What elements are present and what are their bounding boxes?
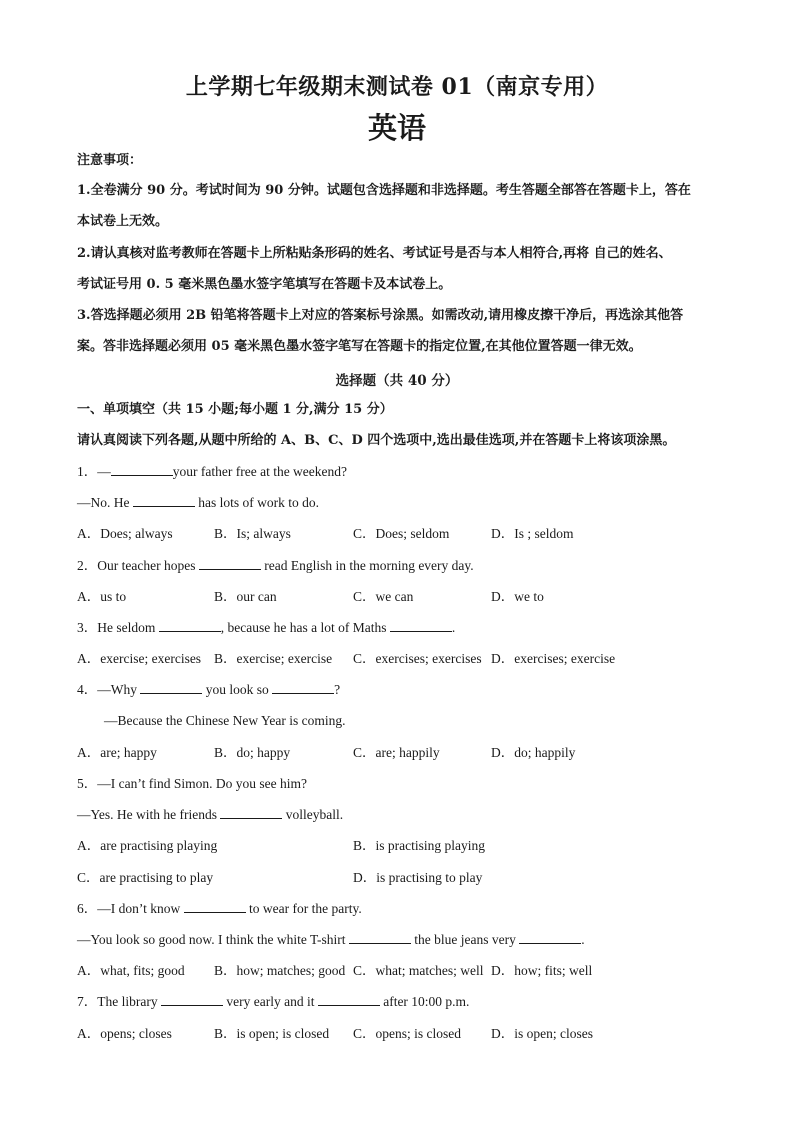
stem-text: ? bbox=[334, 682, 341, 697]
answer-blank bbox=[318, 993, 380, 1006]
stem-text: you look so bbox=[202, 682, 273, 697]
answer-blank bbox=[140, 681, 202, 694]
stem-text: —You look so good now. I think the white T-shirt bbox=[77, 932, 349, 947]
option-a: A．Does; always bbox=[77, 526, 173, 541]
stem-text: —I can’t find Simon. Do you see him? bbox=[97, 776, 307, 791]
option-a: A．us to bbox=[77, 589, 127, 604]
answer-blank bbox=[161, 993, 223, 1006]
question-2-stem bbox=[77, 557, 474, 575]
question-7-stem bbox=[77, 993, 469, 1011]
question-number: 7． bbox=[77, 994, 98, 1009]
question-4-stem bbox=[77, 681, 340, 699]
note-line: 2.请认真核对监考教师在答题卡上所粘贴条形码的姓名、考试证号是否与本人相符合,再将 自己的姓名、 bbox=[77, 246, 672, 261]
stem-text: read English in the morning every day. bbox=[260, 558, 474, 573]
section-title: 选择题（共 40 分） bbox=[335, 373, 459, 389]
option-b: B．is practising playing bbox=[353, 838, 485, 853]
option-c: C．exercises; exercises bbox=[353, 651, 482, 666]
stem-text: the blue jeans very bbox=[410, 932, 520, 947]
option-b: B．our can bbox=[214, 589, 277, 604]
stem-text: your father free at the weekend? bbox=[172, 464, 348, 479]
stem-text: to wear for the party. bbox=[245, 901, 362, 916]
question-5-stem bbox=[77, 775, 307, 793]
option-a: A．are practising playing bbox=[77, 838, 218, 853]
question-number: 3． bbox=[77, 620, 98, 635]
stem-text: —I don’t know bbox=[97, 901, 184, 916]
answer-blank bbox=[272, 681, 334, 694]
stem-text: volleyball. bbox=[282, 807, 344, 822]
option-c: C．are practising to play bbox=[77, 870, 214, 885]
question-1-line-2 bbox=[77, 494, 319, 512]
answer-blank bbox=[390, 619, 452, 632]
stem-text: He seldom bbox=[97, 620, 159, 635]
option-a: A．exercise; exercises bbox=[77, 651, 202, 666]
answer-blank bbox=[184, 900, 246, 913]
note-line: 1.全卷满分 90 分。考试时间为 90 分钟。试题包含选择题和非选择题。考生答题全部答在答题卡上，答在 bbox=[77, 183, 691, 198]
question-number: 2． bbox=[77, 558, 98, 573]
note-line: 3.答选择题必须用 2B 铅笔将答题卡上对应的答案标号涂黑。如需改动,请用橡皮擦干净后，再选涂其他答 bbox=[77, 308, 684, 323]
option-c: C．what; matches; well bbox=[353, 963, 484, 978]
option-c: C．opens; is closed bbox=[353, 1026, 461, 1041]
answer-blank bbox=[199, 557, 261, 570]
option-c: C．are; happily bbox=[353, 745, 440, 760]
option-c: C．Does; seldom bbox=[353, 526, 450, 541]
answer-blank bbox=[159, 619, 221, 632]
question-4-line-2: —Because the Chinese New Year is coming. bbox=[104, 713, 346, 728]
question-number: 4． bbox=[77, 682, 98, 697]
option-b: B．is open; is closed bbox=[214, 1026, 330, 1041]
subject-title: 英语 bbox=[367, 111, 426, 145]
part-instruction: 请认真阅读下列各题,从题中所给的 A、B、C、D 四个选项中,选出最佳选项,并在答题卡上将该项涂黑。 bbox=[77, 433, 676, 448]
option-d: D．do; happily bbox=[491, 745, 576, 760]
answer-blank bbox=[111, 463, 173, 476]
question-3-stem bbox=[77, 619, 455, 637]
stem-text: — bbox=[97, 464, 111, 479]
note-line: 案。答非选择题必须用 05 毫米黑色墨水签字笔写在答题卡的指定位置,在其他位置答题一律无效。 bbox=[77, 339, 642, 354]
option-d: D．is open; closes bbox=[491, 1026, 593, 1041]
question-1-stem bbox=[77, 463, 347, 481]
stem-text: , because he has a lot of Maths bbox=[220, 620, 390, 635]
stem-text: . bbox=[581, 932, 585, 947]
option-d: D．how; fits; well bbox=[491, 963, 593, 978]
part-title: 一、单项填空（共 15 小题;每小题 1 分,满分 15 分） bbox=[77, 402, 393, 417]
question-number: 1． bbox=[77, 464, 98, 479]
option-b: B．Is; always bbox=[214, 526, 291, 541]
option-a: A．are; happy bbox=[77, 745, 157, 760]
stem-text: after 10:00 p.m. bbox=[379, 994, 470, 1009]
note-line: 考试证号用 0. 5 毫米黑色墨水签字笔填写在答题卡及本试卷上。 bbox=[77, 277, 452, 292]
option-a: A．what, fits; good bbox=[77, 963, 185, 978]
question-6-stem bbox=[77, 900, 362, 918]
answer-blank bbox=[349, 931, 411, 944]
option-c: C．we can bbox=[353, 589, 414, 604]
stem-text: —No. He bbox=[77, 495, 133, 510]
option-b: B．do; happy bbox=[214, 745, 291, 760]
answer-blank bbox=[133, 494, 195, 507]
answer-blank bbox=[519, 931, 581, 944]
note-line: 本试卷上无效。 bbox=[77, 214, 169, 229]
option-b: B．exercise; exercise bbox=[214, 651, 333, 666]
answer-blank bbox=[220, 806, 282, 819]
option-d: D．we to bbox=[491, 589, 544, 604]
notes-heading: 注意事项： bbox=[77, 153, 143, 168]
stem-text: very early and it bbox=[222, 994, 318, 1009]
stem-text: —Why bbox=[97, 682, 141, 697]
question-5-line-2 bbox=[77, 806, 343, 824]
question-6-line-2 bbox=[77, 931, 585, 949]
option-d: D．Is ; seldom bbox=[491, 526, 574, 541]
option-a: A．opens; closes bbox=[77, 1026, 172, 1041]
option-d: D．exercises; exercise bbox=[491, 651, 616, 666]
option-d: D．is practising to play bbox=[353, 870, 483, 885]
stem-text: has lots of work to do. bbox=[194, 495, 319, 510]
stem-text: —Yes. He with he friends bbox=[77, 807, 221, 822]
stem-text: . bbox=[451, 620, 456, 635]
exam-title: 上学期七年级期末测试卷 01（南京专用） bbox=[185, 74, 609, 100]
option-b: B．how; matches; good bbox=[214, 963, 346, 978]
question-number: 5． bbox=[77, 776, 98, 791]
stem-text: The library bbox=[97, 994, 161, 1009]
stem-text: Our teacher hopes bbox=[97, 558, 199, 573]
question-number: 6． bbox=[77, 901, 98, 916]
